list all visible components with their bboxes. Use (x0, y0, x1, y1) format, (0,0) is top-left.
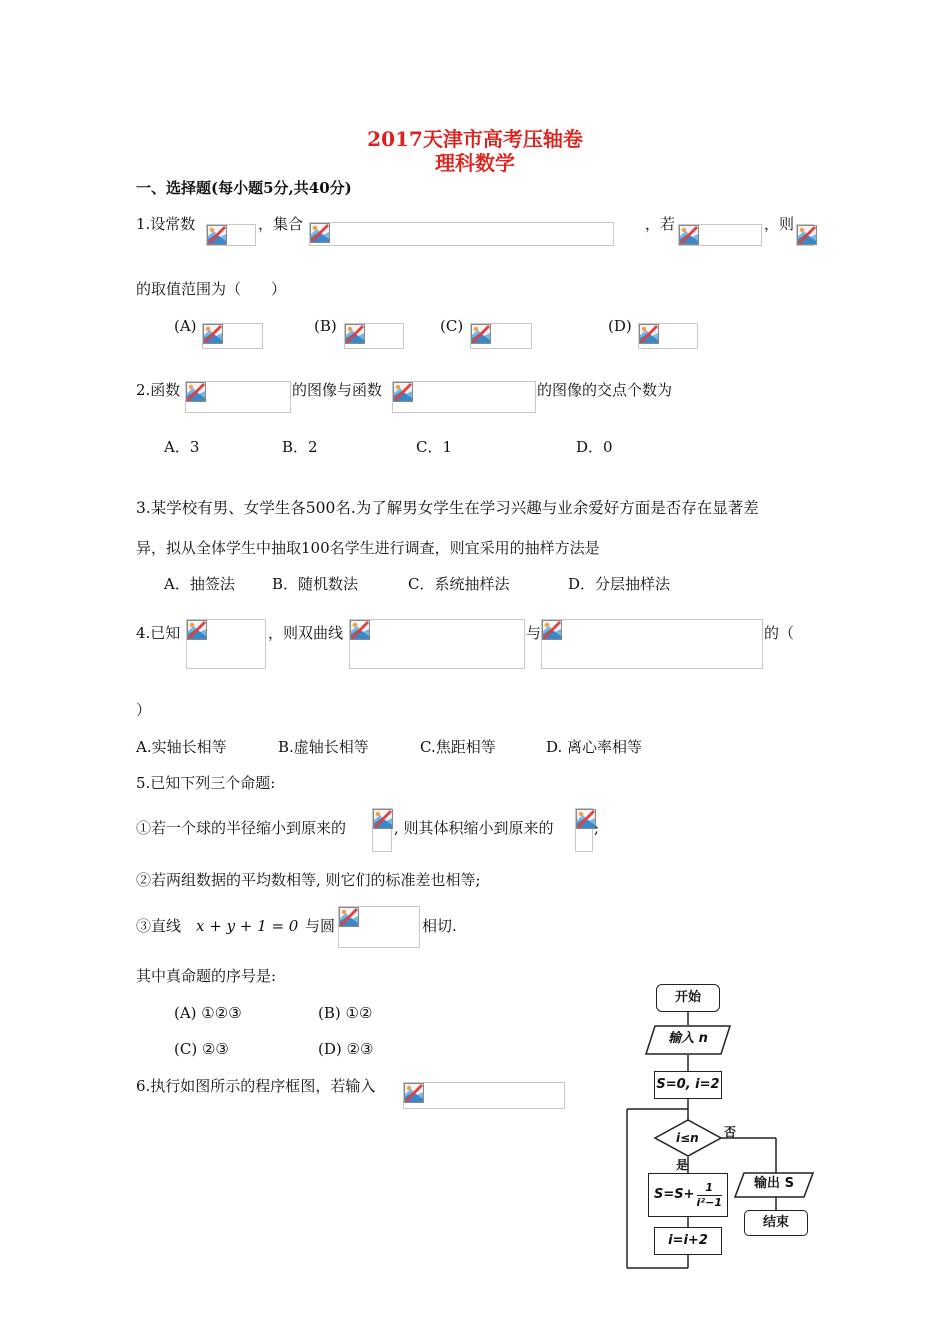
q5-statement-1c: ; (594, 819, 600, 837)
broken-image-icon (542, 620, 562, 640)
q3-option-d: D．分层抽样法 (568, 575, 671, 593)
formula-image (403, 1082, 565, 1109)
q4-text-5: ） (136, 701, 152, 719)
formula-image (185, 381, 291, 413)
broken-image-icon (404, 1083, 424, 1103)
q2-text-2: 的图像与函数 (292, 381, 383, 399)
q4-option-c: C.焦距相等 (420, 738, 496, 756)
q4-option-a: A.实轴长相等 (136, 738, 227, 756)
formula-image (349, 619, 525, 669)
flowchart-update-s (648, 1173, 728, 1217)
q4-text-3: 与 (526, 624, 542, 642)
page-subtitle: 理科数学 (435, 151, 515, 175)
flowchart-yes-label: 是 (676, 1158, 689, 1172)
flowchart-start: 开始 (656, 984, 720, 1012)
flowchart-update-i: i=i+2 (654, 1227, 722, 1255)
formula-image (206, 224, 256, 246)
q2-option-c: C．1 (416, 438, 453, 456)
flowchart-init: S=0, i=2 (654, 1071, 722, 1099)
flowchart-end: 结束 (744, 1210, 808, 1236)
broken-image-icon (393, 382, 413, 402)
q1-option-a: (A) (174, 317, 197, 335)
broken-image-icon (345, 324, 365, 344)
q5-statement-2: ②若两组数据的平均数相等, 则它们的标准差也相等; (136, 871, 481, 889)
q5-statement-3c: 与圆 (305, 917, 336, 935)
q4-text-4: 的（ (764, 624, 795, 642)
formula-image (678, 224, 762, 246)
q5-option-c: (C) ②③ (174, 1040, 229, 1058)
broken-image-icon (350, 620, 370, 640)
q6-text-1: 6.执行如图所示的程序框图，若输入 (136, 1077, 376, 1095)
formula-image (344, 323, 404, 349)
q1-option-b: (B) (314, 317, 337, 335)
q5-option-d: (D) ②③ (318, 1040, 374, 1058)
q1-text-1: 1.设常数 (136, 215, 196, 233)
q4-text-2: ，则双曲线 (268, 624, 344, 642)
flowchart-output (734, 1172, 814, 1198)
formula-image (470, 323, 532, 349)
formula-image (309, 222, 614, 246)
flowchart-condition: i≤n (676, 1131, 699, 1145)
broken-image-icon (679, 225, 699, 245)
q5-intro: 5.已知下列三个命题: (136, 774, 276, 792)
formula-image (202, 323, 263, 349)
broken-image-icon (471, 324, 491, 344)
flowchart-output-label: 输出 S (754, 1176, 794, 1191)
q3-text-2: 异，拟从全体学生中抽取100名学生进行调查，则宜采用的抽样方法是 (136, 539, 600, 557)
q2-text-1: 2.函数 (136, 381, 181, 399)
formula-image (796, 224, 814, 246)
q5-statement-3d: 相切. (422, 917, 457, 935)
fraction-denominator: i²−1 (696, 1195, 722, 1209)
q1-option-c: (C) (440, 317, 464, 335)
flowchart-input (645, 1025, 731, 1055)
q1-text-4: ，则 (764, 215, 795, 233)
q2-text-3: 的图像的交点个数为 (537, 381, 673, 399)
q4-option-b: B.虚轴长相等 (278, 738, 369, 756)
q5-statement-1b: , 则其体积缩小到原来的 (394, 819, 554, 837)
q1-text-2: ，集合 (258, 215, 304, 233)
flowchart-no-label: 否 (724, 1125, 737, 1139)
broken-image-icon (187, 620, 207, 640)
formula-image (338, 906, 420, 948)
broken-image-icon (186, 382, 206, 402)
q1-option-d: (D) (608, 317, 632, 335)
formula-image (372, 808, 392, 852)
page-title: 2017天津市高考压轴卷 (367, 127, 583, 151)
q1-text-5: 的取值范围为（ ） (136, 280, 287, 298)
q5-option-a: (A) ①②③ (174, 1004, 242, 1022)
q2-option-a: A．3 (164, 438, 200, 456)
formula-image (541, 619, 763, 669)
broken-image-icon (639, 324, 659, 344)
flowchart-input-label: 输入 n (668, 1031, 708, 1046)
q3-option-b: B．随机数法 (272, 575, 359, 593)
formula-image (392, 381, 536, 413)
q1-text-3: ，若 (645, 215, 676, 233)
broken-image-icon (203, 324, 223, 344)
q4-text-1: 4.已知 (136, 624, 181, 642)
q5-option-b: (B) ①② (318, 1004, 373, 1022)
q4-option-d: D. 离心率相等 (546, 738, 643, 756)
q5-statement-1a: ①若一个球的半径缩小到原来的 (136, 819, 347, 837)
q2-option-d: D．0 (576, 438, 613, 456)
broken-image-icon (310, 223, 330, 243)
section-heading: 一、选择题(每小题5分,共40分) (136, 179, 352, 197)
q3-text-1: 3.某学校有男、女学生各500名.为了解男女学生在学习兴趣与业余爱好方面是否存在显著差 (136, 499, 759, 517)
formula-image (186, 619, 266, 669)
broken-image-icon (339, 907, 359, 927)
q5-ask: 其中真命题的序号是: (136, 967, 277, 985)
broken-image-icon (797, 225, 817, 245)
q5-statement-3a: ③直线 (136, 917, 182, 935)
broken-image-icon (207, 225, 227, 245)
formula-image (575, 808, 593, 852)
fraction (697, 1181, 722, 1210)
update-s-label: S=S+ (654, 1187, 695, 1202)
broken-image-icon (576, 809, 596, 829)
formula-image (638, 323, 698, 349)
q5-statement-3-line-eq: x + y + 1 = 0 (196, 917, 299, 935)
q3-option-c: C．系统抽样法 (408, 575, 510, 593)
q2-option-b: B．2 (282, 438, 318, 456)
broken-image-icon (373, 809, 393, 829)
q3-option-a: A．抽签法 (164, 575, 235, 593)
fraction-numerator: 1 (697, 1181, 722, 1196)
